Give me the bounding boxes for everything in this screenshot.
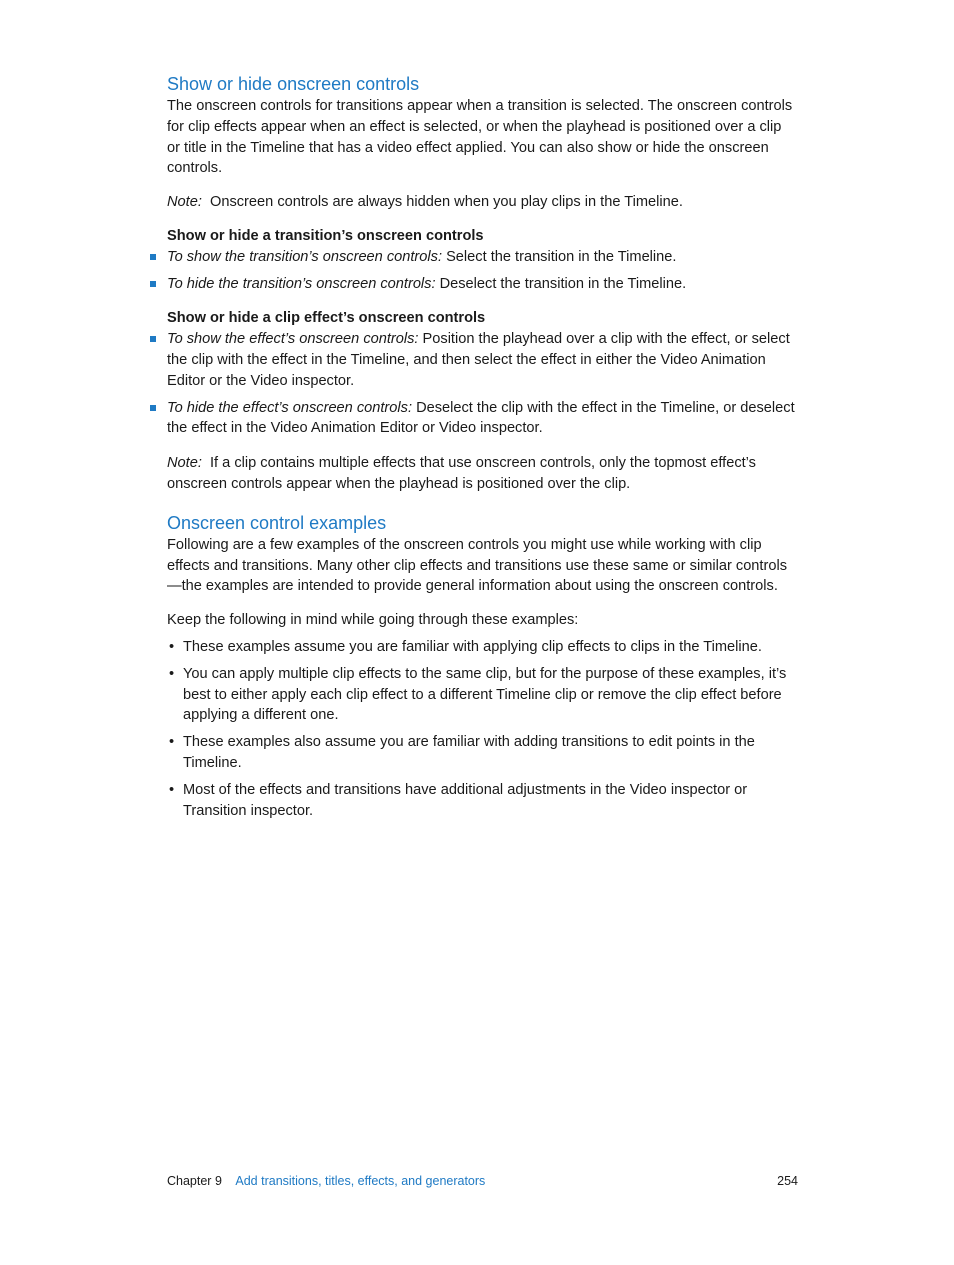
list-item: [167, 664, 797, 726]
note: [167, 192, 797, 213]
examples-bullets: [167, 637, 797, 821]
bullet-icon: •: [169, 781, 175, 798]
list-item: [167, 398, 797, 440]
section-heading-show-hide: Show or hide onscreen controls: [167, 74, 420, 94]
bullet-text: Most of the effects and transitions have additional adjustments in the Video inspector or Transition inspector.: [183, 781, 748, 819]
transition-steps: [167, 247, 797, 295]
step-text: Deselect the transition in the Timeline.: [439, 275, 687, 292]
section-heading-examples: Onscreen control examples: [167, 512, 387, 533]
footer-chapter-title-link[interactable]: Add transitions, titles, effects, and generators: [235, 1174, 486, 1188]
footer-page-number: 254: [777, 1174, 798, 1188]
task-heading-clip-effect: Show or hide a clip effect’s onscreen controls: [167, 310, 486, 327]
note-text: Onscreen controls are always hidden when you play clips in the Timeline.: [210, 194, 683, 211]
step-lead: To show the transition’s onscreen controls:: [167, 248, 443, 265]
bullet-text: These examples also assume you are familiar with adding transitions to edit points in the Timeline.: [183, 734, 755, 771]
page-content: [167, 72, 797, 827]
section-intro: Following are a few examples of the onscreen controls you might use while working with clip effects and transitions. Many other clip effects and transitions use these same or similar controls—the examples are intended to provide general information about using the onscreen controls.: [167, 536, 787, 595]
step-text: Select the transition in the Timeline.: [446, 248, 677, 265]
keep-in-mind-text: Keep the following in mind while going through these examples:: [167, 612, 579, 629]
bullet-icon: •: [169, 638, 175, 655]
page-footer: [167, 1172, 798, 1190]
list-item: [167, 637, 797, 658]
bullet-icon: •: [169, 665, 175, 682]
square-bullet-icon: [150, 336, 156, 342]
list-item: [167, 274, 797, 295]
note: [167, 453, 797, 495]
effect-steps: [167, 329, 797, 439]
bullet-icon: •: [169, 734, 175, 751]
note-label: Note:: [167, 455, 202, 472]
step-text: Deselect the clip with the effect in the Timeline, or deselect the effect in the Video Animation Editor or Video inspector.: [167, 399, 795, 437]
note-label: Note:: [167, 194, 202, 211]
step-text: Position the playhead over a clip with the effect, or select the clip with the effect in the Timeline, and then select the effect in either the Video Animation Editor or the Video inspector.: [167, 331, 790, 389]
step-lead: To hide the transition’s onscreen controls:: [167, 275, 436, 292]
list-item: [167, 329, 797, 391]
square-bullet-icon: [150, 254, 156, 260]
step-lead: To hide the effect’s onscreen controls:: [167, 399, 413, 416]
note-text: If a clip contains multiple effects that use onscreen controls, only the topmost effect’s onscreen controls appear when the playhead is positioned over the clip.: [167, 455, 756, 492]
list-item: [167, 732, 797, 774]
task-heading-transition: Show or hide a transition’s onscreen controls: [167, 227, 484, 244]
bullet-text: You can apply multiple clip effects to the same clip, but for the purpose of these examples, it’s best to either apply each clip effect to a different Timeline clip or remove the clip effect before applying a different one.: [183, 665, 787, 724]
step-lead: To show the effect’s onscreen controls:: [167, 331, 419, 348]
list-item: [167, 247, 797, 268]
list-item: [167, 780, 797, 822]
footer-chapter: Chapter 9: [167, 1174, 222, 1188]
square-bullet-icon: [150, 405, 156, 411]
section-intro: The onscreen controls for transitions appear when a transition is selected. The onscreen controls for clip effects appear when an effect is selected, or when the playhead is positioned over a clip or title in the Timeline that has a video effect applied. You can also show or hide the onscreen controls.: [167, 98, 793, 177]
bullet-text: These examples assume you are familiar with applying clip effects to clips in the Timeline.: [183, 638, 762, 655]
square-bullet-icon: [150, 281, 156, 287]
